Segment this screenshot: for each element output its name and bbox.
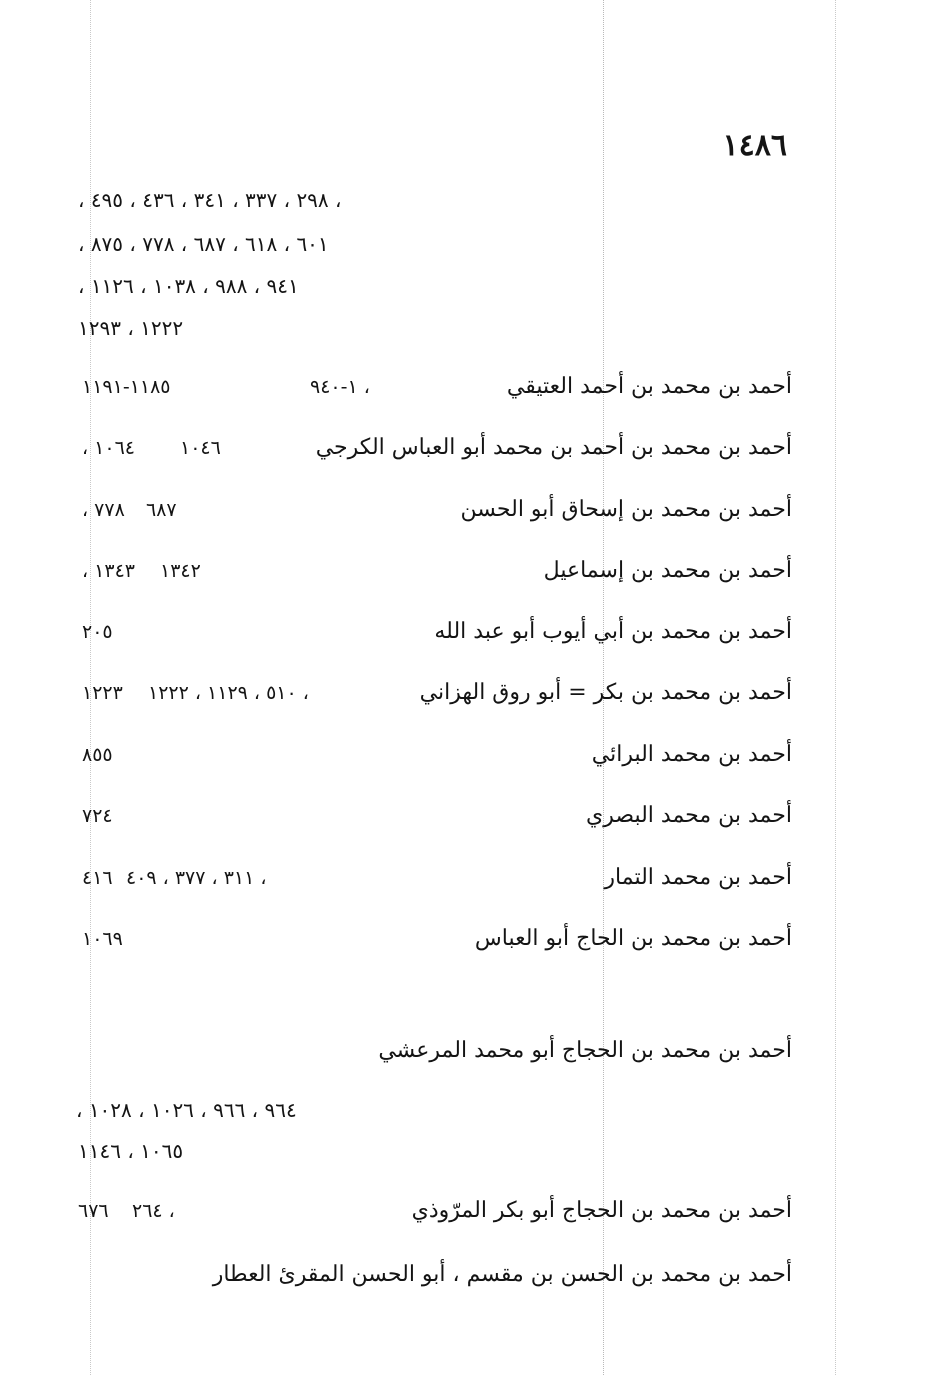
continuation-line: ٩٤١ ، ٩٨٨ ، ١٠٣٨ ، ١١٢٦ ، <box>78 274 299 298</box>
index-entry-ref: ١١٨٥-١١٩١ <box>82 376 171 398</box>
index-entry-name: أحمد بن محمد البرائي <box>591 742 792 767</box>
continuation-line: ، ٢٩٨ ، ٣٣٧ ، ٣٤١ ، ٤٣٦ ، ٤٩٥ ، <box>78 188 342 212</box>
index-entry-ref: ٨٥٥ <box>82 744 113 766</box>
index-entry-ref: ٣١١ ، ٣٧٧ ، ٤٠٩ ، <box>126 867 267 889</box>
index-entry-name: أحمد بن محمد بن إسماعيل <box>543 558 792 583</box>
index-entry-ref: ٥١٠ ، ١١٢٩ ، ١٢٢٢ ، <box>148 682 309 704</box>
index-entry-name: أحمد بن محمد البصري <box>586 803 792 828</box>
page-number: ١٤٨٦ <box>722 128 787 163</box>
index-entry-refs-line: ٩٦٤ ، ٩٦٦ ، ١٠٢٦ ، ١٠٢٨ ، <box>76 1098 297 1122</box>
index-entry-name: أحمد بن محمد بن الحسن بن مقسم ، أبو الحسن المقرئ العطار <box>212 1262 792 1287</box>
index-entry-name: أحمد بن محمد بن الحجاج أبو محمد المرعشي <box>378 1038 792 1063</box>
index-entry-ref: ٧٢٤ <box>82 805 113 827</box>
index-entry-name: أحمد بن محمد بن الحاج أبو العباس <box>474 926 792 951</box>
continuation-line: ٦٠١ ، ٦١٨ ، ٦٨٧ ، ٧٧٨ ، ٨٧٥ ، <box>78 232 329 256</box>
index-entry-ref: ١٠٦٩ <box>82 928 123 950</box>
index-entry-name: أحمد بن محمد بن أحمد بن محمد أبو العباس الكرجي <box>315 435 792 460</box>
index-entry-ref: ٦٧٦ <box>78 1200 109 1222</box>
index-entry-ref: ١٢٢٣ <box>82 682 123 704</box>
scan-guide-line <box>835 0 836 1375</box>
index-entry-ref: ٢٦٤ ، <box>132 1200 175 1222</box>
index-entry-name: أحمد بن محمد التمار <box>604 865 792 890</box>
index-entry-name: أحمد بن محمد بن أحمد العتيقي <box>506 374 792 399</box>
index-entry-ref: ١-٩٤٠ ، <box>310 376 370 398</box>
index-entry-ref: ، ١٣٤٣ <box>82 560 135 582</box>
index-entry-name: أحمد بن محمد بن الحجاج أبو بكر المرّوذي <box>411 1198 792 1223</box>
index-entry-ref: ٢٠٥ <box>82 621 113 643</box>
index-entry-ref: ٦٨٧ <box>146 499 177 521</box>
index-entry-ref: ، ٧٧٨ <box>82 499 125 521</box>
index-entry-ref: ١٠٤٦ <box>180 437 221 459</box>
continuation-line: ١٢٢٢ ، ١٢٩٣ <box>78 316 184 340</box>
index-entry-ref: ٤١٦ <box>82 867 113 889</box>
index-entry-ref: ، ١٠٦٤ <box>82 437 135 459</box>
index-entry-name: أحمد بن محمد بن بكر = أبو روق الهزاني <box>419 680 792 705</box>
index-entry-name: أحمد بن محمد بن أبي أيوب أبو عبد الله <box>434 619 792 644</box>
index-entry-refs-line: ١٠٦٥ ، ١١٤٦ <box>78 1139 184 1163</box>
index-entry-ref: ١٣٤٢ <box>160 560 201 582</box>
index-entry-name: أحمد بن محمد بن إسحاق أبو الحسن <box>460 497 792 522</box>
